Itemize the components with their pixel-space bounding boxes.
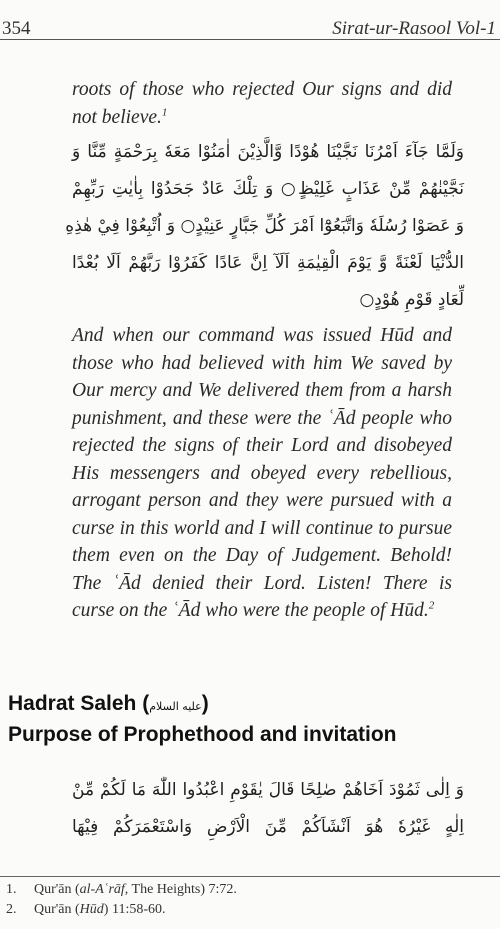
arabic-verse-1 <box>65 134 464 319</box>
header-rule <box>0 39 500 40</box>
footnote-ref-2: 2 <box>428 599 435 612</box>
footnote-number: 2. <box>6 902 17 917</box>
footnote-text <box>34 900 166 920</box>
footnote-post: ) 11:58-60. <box>103 902 166 917</box>
honorific-text: عليه السلام <box>149 700 202 713</box>
footnote-rule <box>0 876 500 877</box>
page-number: 354 <box>2 18 31 39</box>
translation-1-text: And when our command was issued Hūd and those who had believed with him We saved by Our mercy and We delivered them from a harsh punishment, and these were the ʿĀd people who rejected the signs of their Lord and disobeyed His messengers and obeyed every rebellious, arrogant person and they were pursued with a curse in this world and I will continue to pursue them even on the Day of Judgement. Behold! The ʿĀd denied their Lord. Listen! There is curse on the ʿĀd who were the people of Hūd. <box>72 325 452 621</box>
footnote-pre: Qur'ān ( <box>34 882 80 897</box>
arabic-line: وَ عَصَوْا رُسُلَهٗ وَاتَّبَعُوْٓا اَمْرَ كُلِّ جَبَّارٍ عَنِيْدٍ○ وَ اُتْبِعُوْا فِيْ هٰذِهِ <box>65 216 464 236</box>
top-translation <box>72 76 452 131</box>
footnote-post: , The Heights) 7:72. <box>124 882 237 897</box>
top-translation-text: roots of those who rejected Our signs and did not believe. <box>72 79 452 128</box>
section-title-close: ) <box>201 692 209 715</box>
footnote-italic: Hūd <box>79 902 104 917</box>
arabic-line: لِّعَادٍ قَوْمِ هُوْدٍ○ <box>359 290 464 310</box>
arabic-line: الدُّنْيَا لَعْنَةً وَّ يَوْمَ الْقِيٰمَةِ اَلَآ اِنَّ عَادًا كَفَرُوْا رَبَّهُمْ اَلَا بُعْدًا <box>72 253 464 273</box>
page-header <box>0 0 500 40</box>
section-title <box>8 690 488 721</box>
footnotes <box>6 880 486 920</box>
footnote-number: 1. <box>6 882 17 897</box>
footnote-pre: Qur'ān ( <box>34 902 80 917</box>
footnote-ref-1: 1 <box>161 106 168 118</box>
translation-1 <box>72 322 452 625</box>
section-title-name: Hadrat Saleh ( <box>8 692 150 715</box>
arabic-line: وَ اِلٰى ثَمُوْدَ اَخَاهُمْ صٰلِحًا قَالَ يٰقَوْمِ اعْبُدُوا اللّٰهَ مَا لَكُمْ مِّنْ <box>72 780 464 800</box>
footnote-text <box>34 880 237 900</box>
arabic-line: اِلٰهٍ غَيْرُهٗ هُوَ اَنْشَاَكُمْ مِّنَ الْاَرْضِ وَاسْتَعْمَرَكُمْ فِيْهَا <box>72 817 464 837</box>
section-subheading: Purpose of Prophethood and invitation <box>8 723 397 746</box>
arabic-line: وَلَمَّا جَآءَ اَمْرُنَا نَجَّيْنَا هُوْدًا وَّالَّذِيْنَ اٰمَنُوْا مَعَهٗ بِرَحْمَةٍ مِّنَّا وَ <box>72 142 464 162</box>
arabic-line: نَجَّيْنٰهُمْ مِّنْ عَذَابٍ غَلِيْظٍ○ وَ تِلْكَ عَادٌ جَحَدُوْا بِاٰيٰتِ رَبِّهِمْ <box>72 179 464 199</box>
section-heading <box>8 690 488 749</box>
running-title: Sirat-ur-Rasool Vol-1 <box>332 18 496 39</box>
arabic-verse-2 <box>72 772 464 846</box>
footnote-item <box>6 880 486 900</box>
footnote-italic: al-Aʿrāf <box>79 882 125 897</box>
footnote-item <box>6 900 486 920</box>
